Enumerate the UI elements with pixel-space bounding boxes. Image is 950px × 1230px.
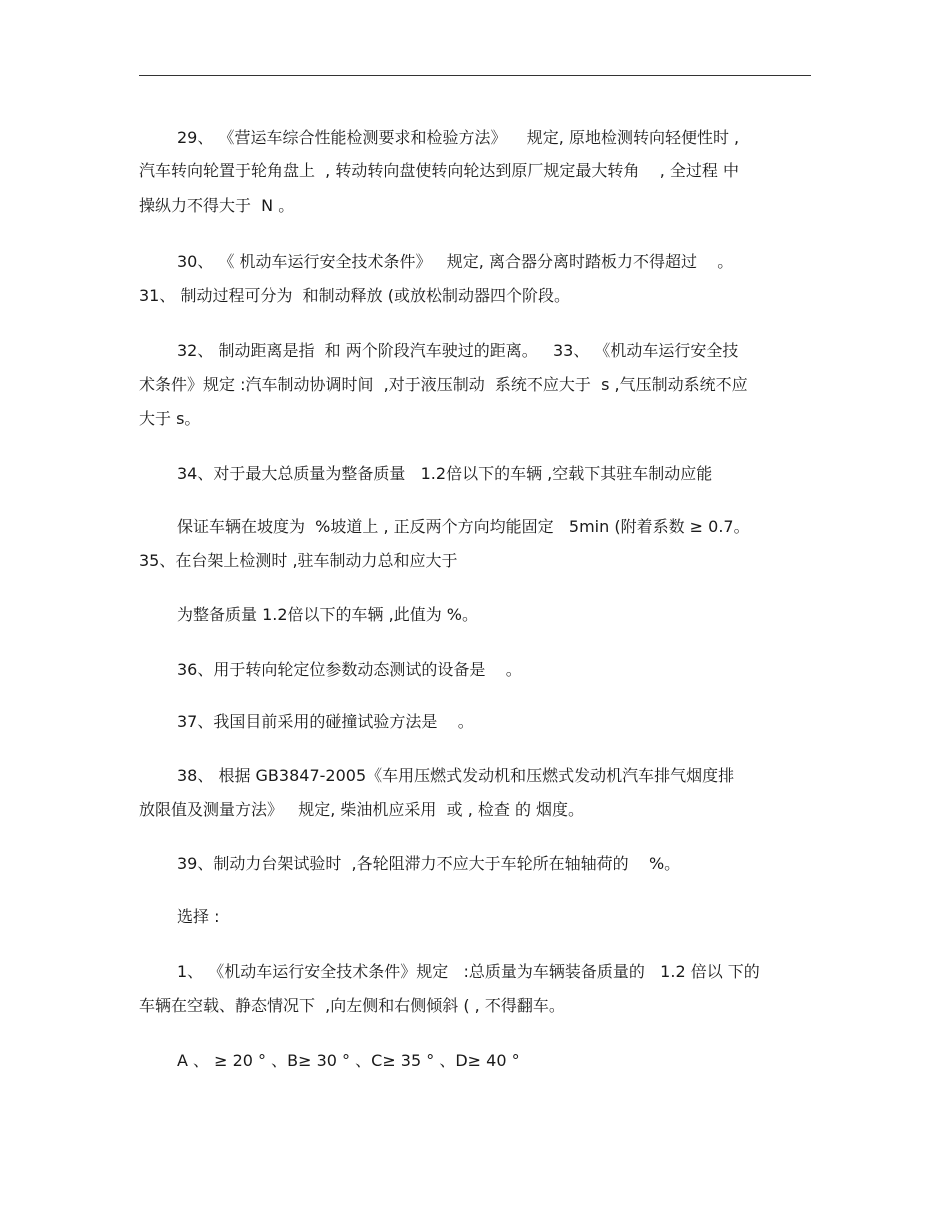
- question-39-line: 39、制动力台架试验时 ,各轮阻滞力不应大于车轮所在轴轴荷的 %。: [177, 854, 681, 873]
- question-31-line: 31、 制动过程可分为 和制动释放 (或放松制动器四个阶段。: [139, 286, 570, 305]
- question-29-line-3: 操纵力不得大于 N 。: [139, 196, 295, 215]
- question-34-line-2: 保证车辆在坡度为 %坡道上 , 正反两个方向均能固定 5min (附着系数 ≥ 0.7。: [177, 517, 750, 536]
- question-34-line-1: 34、对于最大总质量为整备质量 1.2倍以下的车辆 ,空载下其驻车制动应能: [177, 464, 713, 483]
- question-29-line-2: 汽车转向轮置于轮角盘上 , 转动转向盘使转向轮达到原厂规定最大转角 , 全过程 中: [139, 161, 739, 180]
- question-37-line: 37、我国目前采用的碰撞试验方法是 。: [177, 712, 474, 731]
- question-35-line-1: 35、在台架上检测时 ,驻车制动力总和应大于: [139, 551, 458, 570]
- question-29-line-1: 29、 《营运车综合性能检测要求和检验方法》 规定, 原地检测转向轻便性时 ,: [177, 128, 740, 147]
- choice-1-options: A 、 ≥ 20 ° 、B≥ 30 ° 、C≥ 35 ° 、D≥ 40 °: [177, 1051, 520, 1070]
- choice-1-line-1: 1、 《机动车运行安全技术条件》规定 :总质量为车辆装备质量的 1.2 倍以 下的: [177, 962, 760, 981]
- question-38-line-2: 放限值及测量方法》 规定, 柴油机应采用 或 , 检查 的 烟度。: [139, 800, 585, 819]
- section-heading-choice: 选择 :: [177, 907, 220, 926]
- choice-1-line-2: 车辆在空载、静态情况下 ,向左侧和右侧倾斜 ( , 不得翻车。: [139, 996, 565, 1015]
- question-33-line-2: 术条件》规定 :汽车制动协调时间 ,对于液压制动 系统不应大于 s ,气压制动系统不应: [139, 375, 748, 394]
- question-36-line: 36、用于转向轮定位参数动态测试的设备是 。: [177, 660, 522, 679]
- question-35-line-2: 为整备质量 1.2倍以下的车辆 ,此值为 %。: [177, 605, 478, 624]
- header-rule: [139, 75, 811, 76]
- question-33-line-3: 大于 s。: [139, 409, 201, 428]
- question-32-line-1: 32、 制动距离是指 和 两个阶段汽车驶过的距离。 33、 《机动车运行安全技: [177, 341, 739, 360]
- question-38-line-1: 38、 根据 GB3847-2005《车用压燃式发动机和压燃式发动机汽车排气烟度排: [177, 766, 735, 785]
- question-30-line: 30、 《 机动车运行安全技术条件》 规定, 离合器分离时踏板力不得超过 。: [177, 252, 734, 271]
